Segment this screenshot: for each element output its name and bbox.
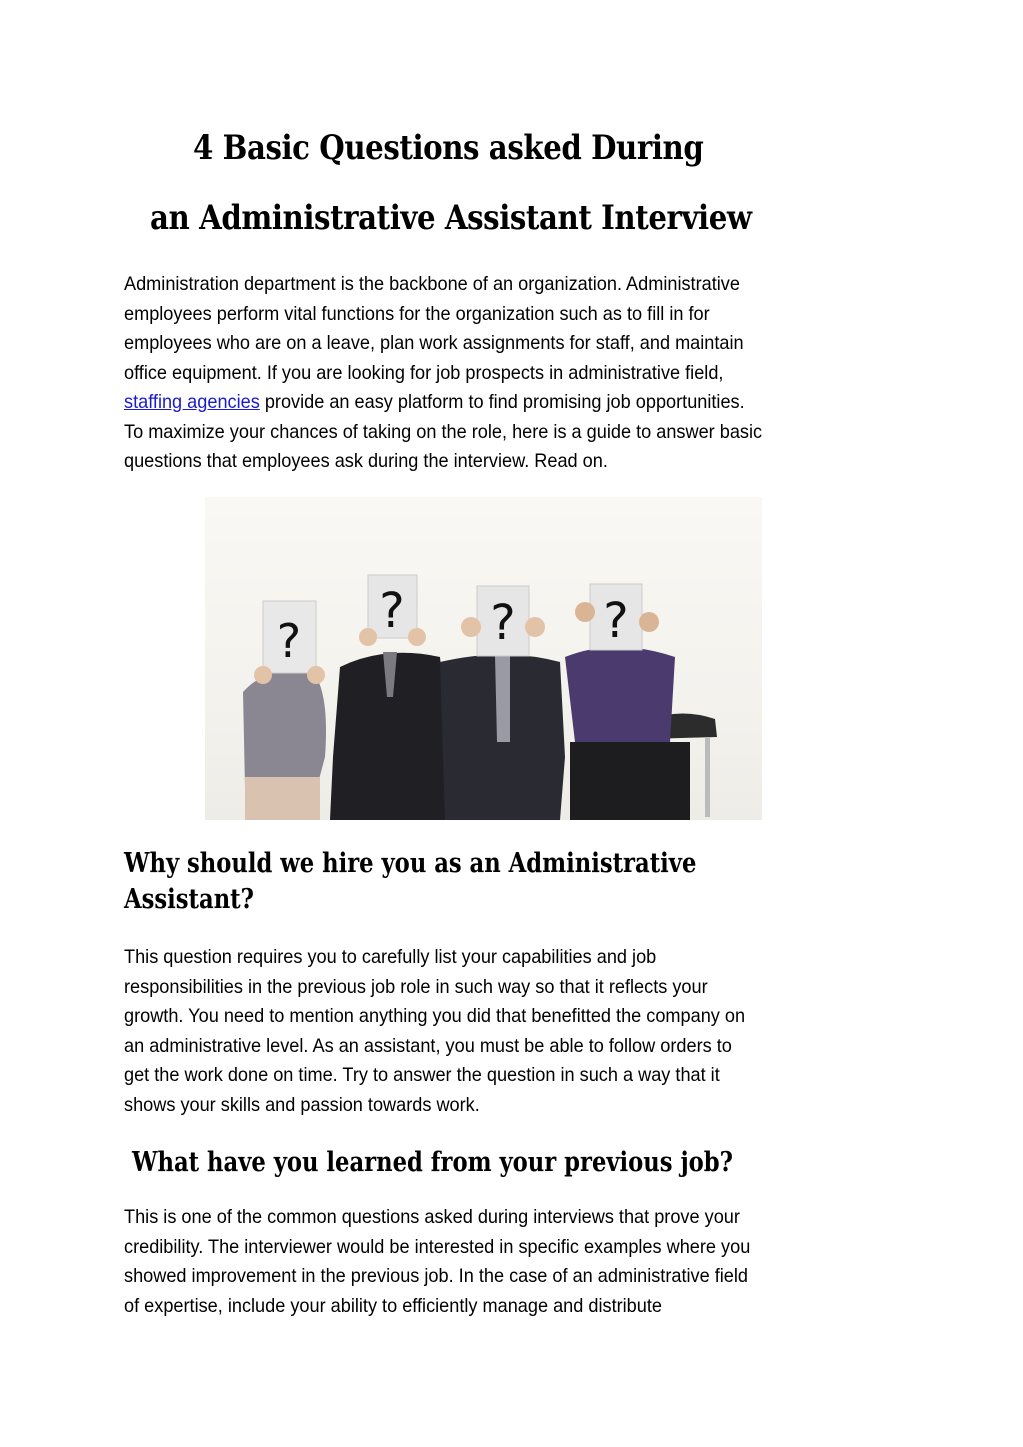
svg-text:?: ? — [490, 595, 516, 651]
text-line: This question requires you to carefully list your capabilities and job — [124, 946, 657, 968]
text-line: an administrative level. As an assistant, you must be able to follow orders to — [124, 1034, 732, 1057]
section-heading-why-hire-line-2: Assistant? — [124, 884, 254, 915]
staffing-agencies-link[interactable]: staffing agencies — [124, 391, 260, 413]
previous-job-paragraph — [124, 1203, 924, 1321]
text-after-link: provide an easy platform to find promising job opportunities. — [259, 391, 745, 413]
text-line: showed improvement in the previous job. In the case of an administrative field — [124, 1265, 748, 1287]
text-line: office equipment. If you are looking for job prospects in administrative field, — [124, 361, 724, 384]
intro-paragraph — [124, 270, 924, 477]
text-line: This is one of the common questions asked during interviews that prove your — [124, 1206, 740, 1228]
text-line: Administration department is the backbone of an organization. Administrative — [124, 273, 740, 295]
text-line: growth. You need to mention anything you did that benefitted the company on — [124, 1005, 746, 1027]
section-heading-previous-job: What have you learned from your previous job? — [132, 1147, 733, 1178]
text-line: of expertise, include your ability to efficiently manage and distribute — [124, 1294, 662, 1317]
text-line: responsibilities in the previous job role in such way so that it reflects your — [124, 975, 708, 998]
text-line: employees perform vital functions for the organization such as to fill in for — [124, 302, 710, 325]
text-line: credibility. The interviewer would be interested in specific examples where you — [124, 1235, 751, 1258]
question-mark-people-illustration — [205, 497, 762, 820]
document-title-line-1: 4 Basic Questions asked During — [193, 128, 704, 168]
svg-text:?: ? — [379, 583, 405, 639]
text-line: employees who are on a leave, plan work assignments for staff, and maintain — [124, 332, 744, 354]
svg-text:?: ? — [603, 593, 629, 649]
text-line: get the work done on time. Try to answer the question in such a way that it — [124, 1064, 720, 1086]
svg-text:?: ? — [276, 614, 302, 668]
section-heading-why-hire: Why should we hire you as an Administrative — [124, 848, 697, 879]
text-line: questions that employees ask during the interview. Read on. — [124, 450, 608, 472]
interview-candidates-photo — [205, 497, 762, 820]
text-line: To maximize your chances of taking on the role, here is a guide to answer basic — [124, 420, 763, 443]
why-hire-paragraph — [124, 943, 924, 1120]
document-title-line-2: an Administrative Assistant Interview — [150, 198, 752, 238]
text-line: shows your skills and passion towards work. — [124, 1093, 480, 1116]
text-line-with-link — [124, 388, 868, 418]
